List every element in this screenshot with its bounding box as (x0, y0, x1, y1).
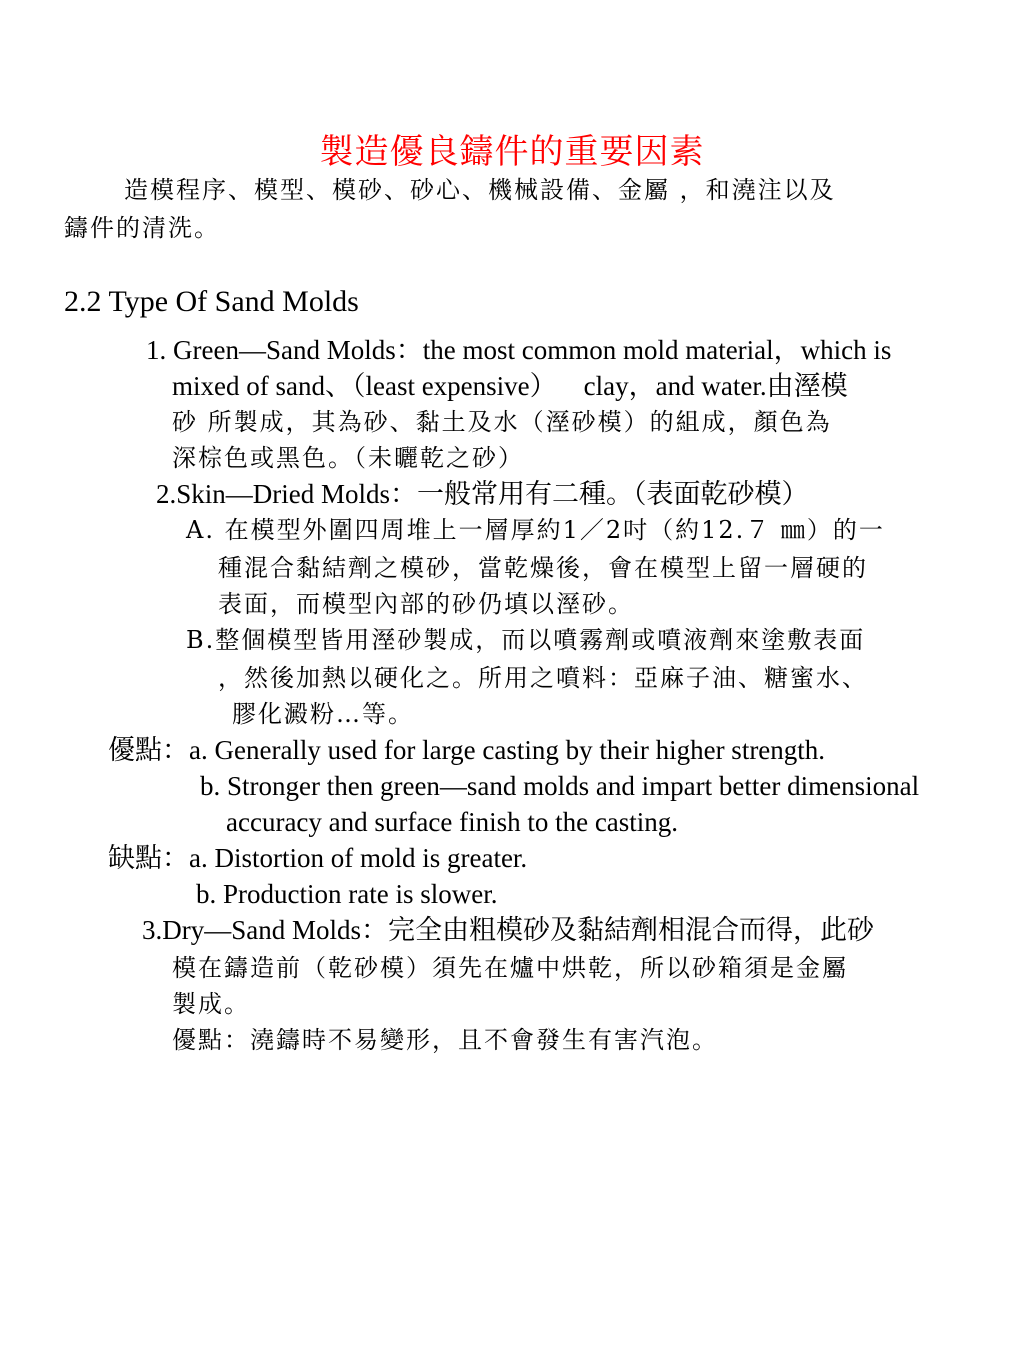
skin-dried-b-line-3: 膠化澱粉…等。 (232, 700, 414, 728)
skin-dried-a-line-2: 種混合黏結劑之模砂，當乾燥後，會在模型上留一層硬的 (218, 554, 868, 582)
skin-dried-line-1: 2.Skin—Dried Molds：一般常用有二種。（表面乾砂模） (156, 479, 809, 509)
intro-line-2: 鑄件的清洗。 (64, 214, 220, 242)
green-sand-line-3: 砂 所製成，其為砂、黏土及水（溼砂模）的組成，顏色為 (172, 408, 832, 436)
section-heading: 2.2 Type Of Sand Molds (64, 285, 359, 318)
dry-sand-line-1: 3.Dry—Sand Molds：完全由粗模砂及黏結劑相混合而得，此砂 (142, 915, 875, 945)
advantages-line-1: 優點：a. Generally used for large casting by their higher strength. (108, 735, 826, 765)
intro-line-1: 造模程序、模型、模砂、砂心、機械設備、金屬 ，和澆注以及 (124, 176, 836, 204)
disadvantages-line-2: b. Production rate is slower. (196, 879, 498, 909)
dry-sand-line-4: 優點：澆鑄時不易變形，且不會發生有害汽泡。 (172, 1026, 718, 1054)
advantages-line-2: b. Stronger then green—sand molds and impart better dimensional (200, 771, 920, 801)
skin-dried-a-line-1: A. 在模型外圍四周堆上一層厚約1／2吋（約12.７ ㎜）的一 (186, 516, 885, 544)
skin-dried-a-line-3: 表面，而模型內部的砂仍填以溼砂。 (218, 590, 634, 618)
dry-sand-line-2: 模在鑄造前（乾砂模）須先在爐中烘乾，所以砂箱須是金屬 (172, 954, 848, 982)
page-title: 製造優良鑄件的重要因素 (319, 132, 705, 172)
skin-dried-b-line-1: B.整個模型皆用溼砂製成，而以噴霧劑或噴液劑來塗敷表面 (186, 626, 866, 654)
green-sand-line-4: 深棕色或黑色。（未曬乾之砂） (172, 444, 524, 472)
disadvantages-line-1: 缺點：a. Distortion of mold is greater. (108, 843, 528, 873)
advantages-line-3: accuracy and surface finish to the casting. (226, 807, 679, 837)
skin-dried-b-line-2: ，然後加熱以硬化之。所用之噴料：亞麻子油、糖蜜水、 (218, 664, 868, 692)
green-sand-line-1: 1. Green—Sand Molds：the most common mold material，which is (146, 335, 892, 365)
green-sand-line-2: mixed of sand、（least expensive） clay，and water.由溼模 (172, 371, 848, 401)
dry-sand-line-3: 製成。 (172, 990, 250, 1018)
